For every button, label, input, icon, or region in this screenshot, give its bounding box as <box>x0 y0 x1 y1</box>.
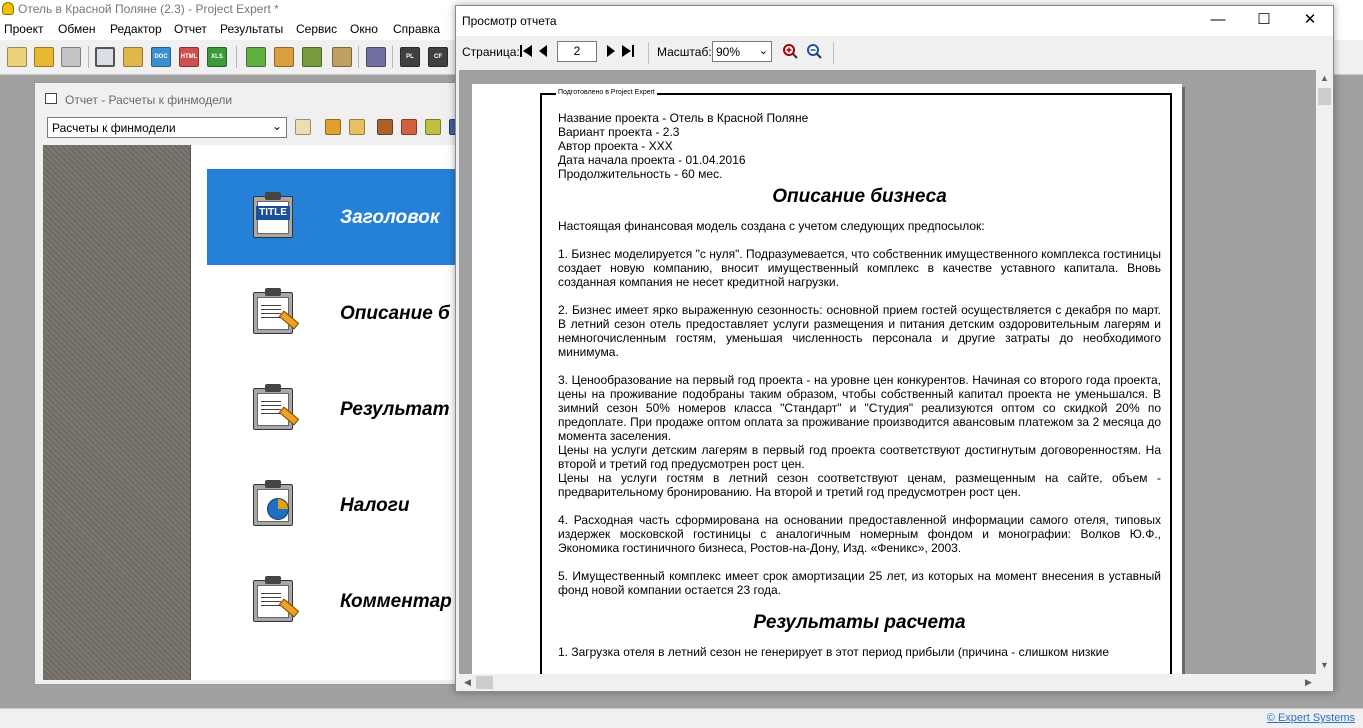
report-content <box>558 111 1161 673</box>
meta-start-date: Дата начала проекта - 01.04.2016 <box>558 153 746 167</box>
edit-clipboard-icon <box>253 576 293 622</box>
menu-window[interactable]: Окно <box>350 22 378 36</box>
section-item-comments[interactable] <box>207 553 465 649</box>
status-bar <box>0 708 1363 728</box>
report-list-icon[interactable] <box>295 119 311 135</box>
scroll-right-icon[interactable]: ▶ <box>1305 677 1312 687</box>
app-bulb-icon <box>2 2 14 15</box>
menu-editor[interactable]: Редактор <box>110 22 162 36</box>
section-label: Комментар <box>340 591 452 612</box>
maximize-icon[interactable]: ☐ <box>1257 11 1271 28</box>
export-html-icon[interactable]: HTML <box>179 47 199 67</box>
chart-clipboard-icon <box>253 480 293 526</box>
paragraph-3c: Цены на услуги гостям в летний сезон соответствуют ценам, размещенным на сайте, объем - предварительному бронированию. На второй и третий год предусмотрен рост цен. <box>558 471 1161 499</box>
edit-clipboard-icon <box>253 384 293 430</box>
report-doc-icon <box>45 93 57 104</box>
chevron-down-icon[interactable]: ⌄ <box>271 119 282 133</box>
paragraph-3b: Цены на услуги детским лагерям в первый год проекта соответствуют достигнутым договоренностям. На второй и третий год предусмотрен рост цен. <box>558 443 1161 471</box>
report-select[interactable] <box>47 117 287 138</box>
zoom-value: 90% <box>716 45 741 59</box>
preview-magnifier-icon[interactable] <box>95 47 115 67</box>
title-clipboard-icon <box>253 192 293 238</box>
report-frame <box>540 89 1172 674</box>
paragraph-5: 5. Имущественный комплекс имеет срок амортизации 25 лет, из которых на момент внесения в уставный фонд новой компании остается 23 года. <box>558 569 1161 597</box>
stack-icon[interactable] <box>332 47 352 67</box>
preview-toolbar <box>456 36 1333 68</box>
menu-exchange[interactable]: Обмен <box>58 22 96 36</box>
section-item-title[interactable] <box>207 169 465 265</box>
app-title: Отель в Красной Поляне (2.3) - Project Expert * <box>18 2 279 16</box>
last-page-icon[interactable] <box>620 43 636 59</box>
paragraph-3a: 3. Ценообразование на первый год проекта - на уровне цен конкурентов. Начиная со второго года проекта, цены на проживание подобраны таким образом, чтобы собственный капитал проекта не уменьшался. В зимний сезон 50% номеров класса "Стандарт" и "Студия" реализуются оптом со скидкой 20% по предоплате. При продаже оптом оплата за проживание производится авансовым платежом за 2 месяца до момента заселения. <box>558 373 1161 443</box>
zoom-select[interactable] <box>712 41 772 62</box>
paragraph-4: 4. Расходная часть сформирована на основании предоставленной информации самого отеля, типовых издержек московской гостиницы с аналогичным номерным фондом и монографии: Волков Ю.Ф., Экономика гостиничного бизнеса, Ростов-на-Дону, Изд. «Феникс», 2003. <box>558 513 1161 555</box>
preview-window <box>455 5 1334 692</box>
report-window <box>34 82 464 685</box>
export-doc-icon[interactable]: DOC <box>151 47 171 67</box>
results-paragraph-1: 1. Загрузка отеля в летний сезон не генерирует в этот период прибыли (причина - слишком низкие <box>558 645 1110 659</box>
report-window-title: Отчет - Расчеты к финмодели <box>65 93 233 107</box>
menu-help[interactable]: Справка <box>393 22 441 36</box>
preview-viewport <box>459 70 1317 674</box>
export-xls-icon[interactable]: XLS <box>207 47 227 67</box>
toolbar-separator <box>833 42 834 64</box>
vertical-scrollbar[interactable] <box>1316 70 1333 674</box>
section-item-taxes[interactable] <box>207 457 465 553</box>
heading-results: Результаты расчета <box>753 612 966 633</box>
open-folder-icon[interactable] <box>34 47 54 67</box>
expert-systems-link[interactable]: © Expert Systems <box>1266 712 1355 724</box>
edit-icon[interactable] <box>274 47 294 67</box>
paragraph-1: 1. Бизнес моделируется "с нуля". Подразумевается, что собственник имущественного комплекса гостиницы создает новую компанию, вносит имущественный комплекс в качестве уставного капитала. Вновь созданная компания не несет кредитной нагрузки. <box>558 247 1161 289</box>
preview-window-title: Просмотр отчета <box>462 14 557 28</box>
report-settings-icon[interactable] <box>325 119 341 135</box>
toolbar-separator <box>358 46 359 68</box>
section-label: Заголовок <box>340 207 440 228</box>
title-badge: TITLE <box>256 206 290 220</box>
intro-paragraph: Настоящая финансовая модель создана с учетом следующих предпосылок: <box>558 219 985 233</box>
menu-report[interactable]: Отчет <box>174 22 207 36</box>
report-window-title-bar <box>35 83 463 113</box>
horizontal-scroll-thumb[interactable] <box>476 676 493 689</box>
menu-results[interactable]: Результаты <box>220 22 284 36</box>
chevron-down-icon[interactable]: ⌄ <box>758 45 768 57</box>
report-select-value: Расчеты к финмодели <box>52 121 176 135</box>
cf-icon[interactable]: CF <box>428 47 448 67</box>
toolbar-separator <box>648 42 649 64</box>
report-page <box>472 84 1182 674</box>
money-icon[interactable] <box>302 47 322 67</box>
report-add-icon[interactable] <box>401 119 417 135</box>
first-page-icon[interactable] <box>518 43 534 59</box>
vertical-scroll-thumb[interactable] <box>1318 88 1331 105</box>
report-edit-icon[interactable] <box>425 119 441 135</box>
page-label: Страница: <box>462 45 520 59</box>
close-icon[interactable]: ✕ <box>1303 11 1317 28</box>
new-project-icon[interactable] <box>7 47 27 67</box>
prev-page-icon[interactable] <box>535 43 551 59</box>
meta-author: Автор проекта - XXX <box>558 139 673 153</box>
toolbar-separator <box>392 46 393 68</box>
meta-variant: Вариант проекта - 2.3 <box>558 125 680 139</box>
meta-duration: Продолжительность - 60 мес. <box>558 167 723 181</box>
preview-title-bar <box>456 6 1333 36</box>
save-disk-icon[interactable] <box>61 47 81 67</box>
report-box-icon[interactable] <box>377 119 393 135</box>
zoom-label: Масштаб: <box>657 45 712 59</box>
scroll-left-icon[interactable]: ◀ <box>464 677 471 687</box>
print-icon[interactable] <box>123 47 143 67</box>
section-item-results[interactable] <box>207 361 465 457</box>
zoom-in-icon[interactable] <box>782 43 798 59</box>
report-folder-icon[interactable] <box>349 119 365 135</box>
zoom-out-icon[interactable] <box>806 43 822 59</box>
section-item-description[interactable] <box>207 265 465 361</box>
minimize-icon[interactable]: — <box>1210 11 1226 28</box>
menu-project[interactable]: Проект <box>4 22 44 36</box>
edit-clipboard-icon <box>253 288 293 334</box>
next-page-icon[interactable] <box>603 43 619 59</box>
paragraph-2: 2. Бизнес имеет ярко выраженную сезонность: основной прием гостей осуществляется с декабря по март. В летний сезон отель предоставляет услуги размещения и питания детским оздоровительным лагерям и немногочисленным гостям, уменьшая численность персонала и другие затраты до необходимого минимума. <box>558 303 1161 359</box>
pl-icon[interactable]: PL <box>400 47 420 67</box>
frame-label: Подготовлено в Project Expert <box>558 89 655 96</box>
horizontal-scrollbar[interactable] <box>459 674 1317 691</box>
calc-icon[interactable] <box>246 47 266 67</box>
report-sidebar <box>43 145 190 680</box>
menu-service[interactable]: Сервис <box>296 22 338 36</box>
section-label: Описание б <box>340 303 450 324</box>
scroll-down-icon[interactable]: ▼ <box>1320 660 1329 670</box>
section-label: Результат <box>340 399 450 420</box>
meta-project-name: Название проекта - Отель в Красной Поляне <box>558 111 809 125</box>
heading-business-description: Описание бизнеса <box>772 186 947 207</box>
scroll-up-icon[interactable]: ▲ <box>1320 73 1329 83</box>
report-sections <box>190 145 465 680</box>
section-label: Налоги <box>340 495 410 516</box>
page-number-input[interactable]: 2 <box>557 41 597 62</box>
toolbar-separator <box>236 46 237 68</box>
case-icon[interactable] <box>366 47 386 67</box>
toolbar-separator <box>88 46 89 68</box>
